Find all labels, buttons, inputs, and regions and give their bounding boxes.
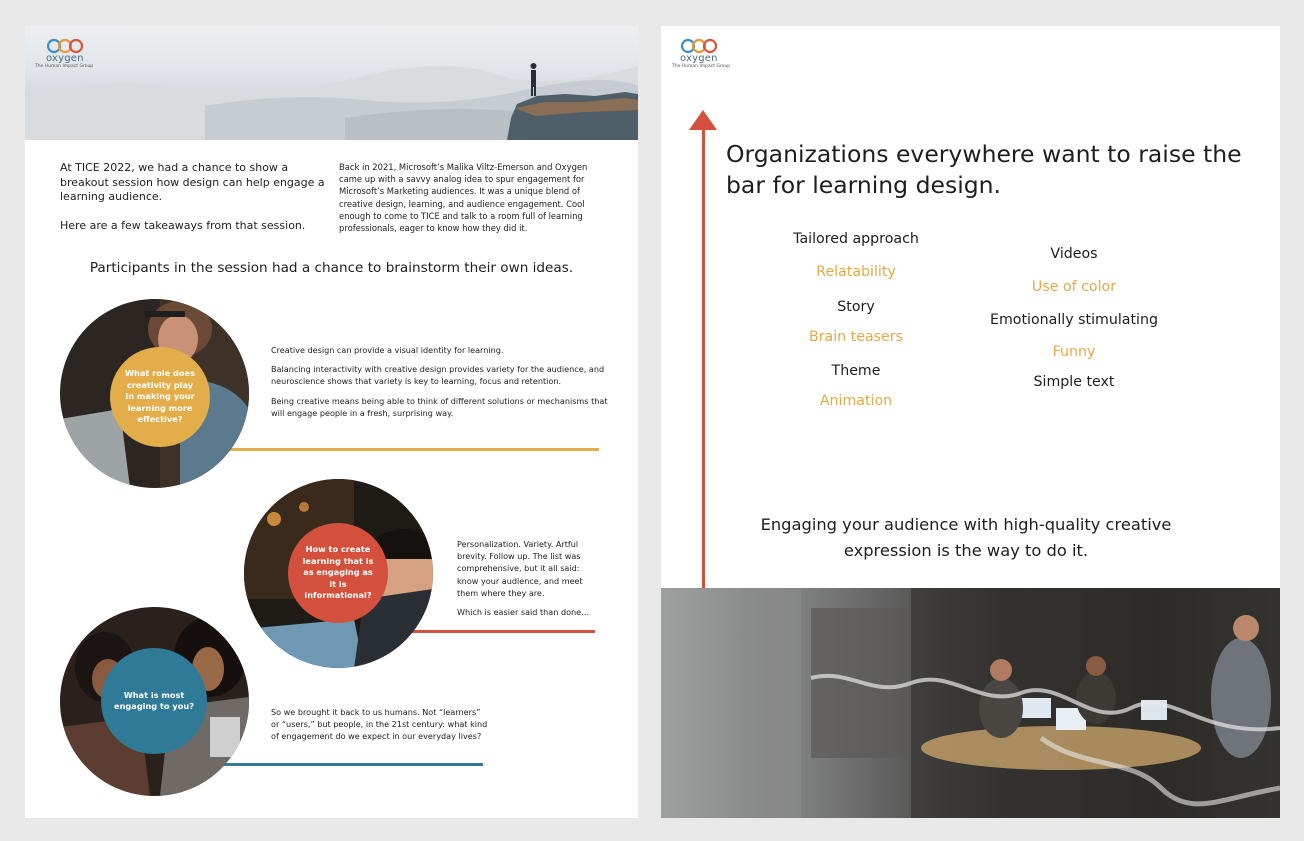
oxygen-rings-icon (680, 38, 720, 54)
answer-text: Which is easier said than done… (457, 607, 590, 618)
oxygen-logo (35, 38, 94, 70)
oxygen-logo (672, 38, 731, 70)
word-item: Videos (1050, 246, 1098, 262)
photo-circle-man (244, 479, 433, 668)
photo-circle-women (60, 607, 249, 796)
word-item: Story (837, 299, 875, 315)
word-item: Brain teasers (808, 329, 904, 345)
right-page (661, 26, 1280, 818)
left-page (25, 26, 638, 818)
word-item: Emotionally stimulating (990, 312, 1158, 328)
header-photo-mountain (25, 26, 638, 140)
word-item: Tailored approach (793, 231, 919, 247)
section-title: Participants in the session had a chance to brainstorm their own ideas. (89, 260, 574, 276)
logo-tagline: The Human Impact Group (672, 64, 731, 69)
word-item: Theme (831, 363, 881, 379)
answer-text: So we brought it back to us humans. Not “learners” or “users,” but people, in the 21st century: what kind of engagement do we expect in our everyday lives? (271, 707, 488, 742)
answers-1 (271, 344, 611, 426)
oxygen-rings-icon (46, 38, 86, 54)
red-rule (405, 630, 595, 633)
answers-2 (457, 538, 592, 625)
answer-text: Creative design can provide a visual identity for learning. (271, 345, 504, 355)
answers-3 (271, 706, 489, 750)
closing-statement: Engaging your audience with high-quality creative expression is the way to do it. (760, 515, 1172, 560)
arrow-shaft (702, 126, 705, 591)
question-bubble: How to create learning that is as engaging as it is informational? (288, 523, 388, 623)
photo-circle-woman (60, 299, 249, 488)
question-bubble: What is most engaging to you? (101, 648, 207, 754)
mountain-scene (25, 26, 638, 140)
intro-paragraph: At TICE 2022, we had a chance to show a breakout session how design can help engage a learning audience. (60, 161, 325, 204)
word-item: Funny (1052, 344, 1096, 360)
meeting-scene (661, 588, 1280, 818)
logo-tagline: The Human Impact Group (35, 64, 94, 69)
office-meeting-photo (661, 588, 1280, 818)
answer-text: Personalization. Variety. Artful brevity. Follow up. The list was comprehensive, but it all said: know your audience, and meet them where they are. (457, 539, 583, 598)
word-item: Relatability (816, 264, 896, 280)
word-item: Simple text (1033, 374, 1115, 390)
word-item: Use of color (1031, 279, 1117, 295)
headline: Organizations everywhere want to raise the bar for learning design. (726, 140, 1242, 199)
intro-paragraph: Here are a few takeaways from that session. (60, 218, 306, 232)
answer-text: Being creative means being able to think of different solutions or mechanisms that will engage people in a fresh, surprising way. (271, 395, 608, 418)
intro-left (60, 161, 325, 247)
gold-rule (195, 448, 599, 451)
teal-rule (195, 763, 483, 766)
logo-wordmark: oxygen (46, 53, 84, 64)
word-item: Animation (819, 393, 893, 409)
answer-text: Balancing interactivity with creative design provides variety for the audience, and neuroscience shows that variety is key to learning, focus and retention. (271, 364, 605, 387)
logo-wordmark: oxygen (680, 53, 718, 64)
question-bubble: What role does creativity play in making your learning more effective? (110, 347, 210, 447)
intro-right: Back in 2021, Microsoft’s Malika Viltz-Emerson and Oxygen came up with a savvy analog idea to spur engagement for Microsoft’s Marketing audiences. It was a unique blend of creative design, learning, and audience engagement. Cool enough to come to TICE and talk to a room full of learning professionals, eager to know how they did it. (339, 162, 588, 234)
